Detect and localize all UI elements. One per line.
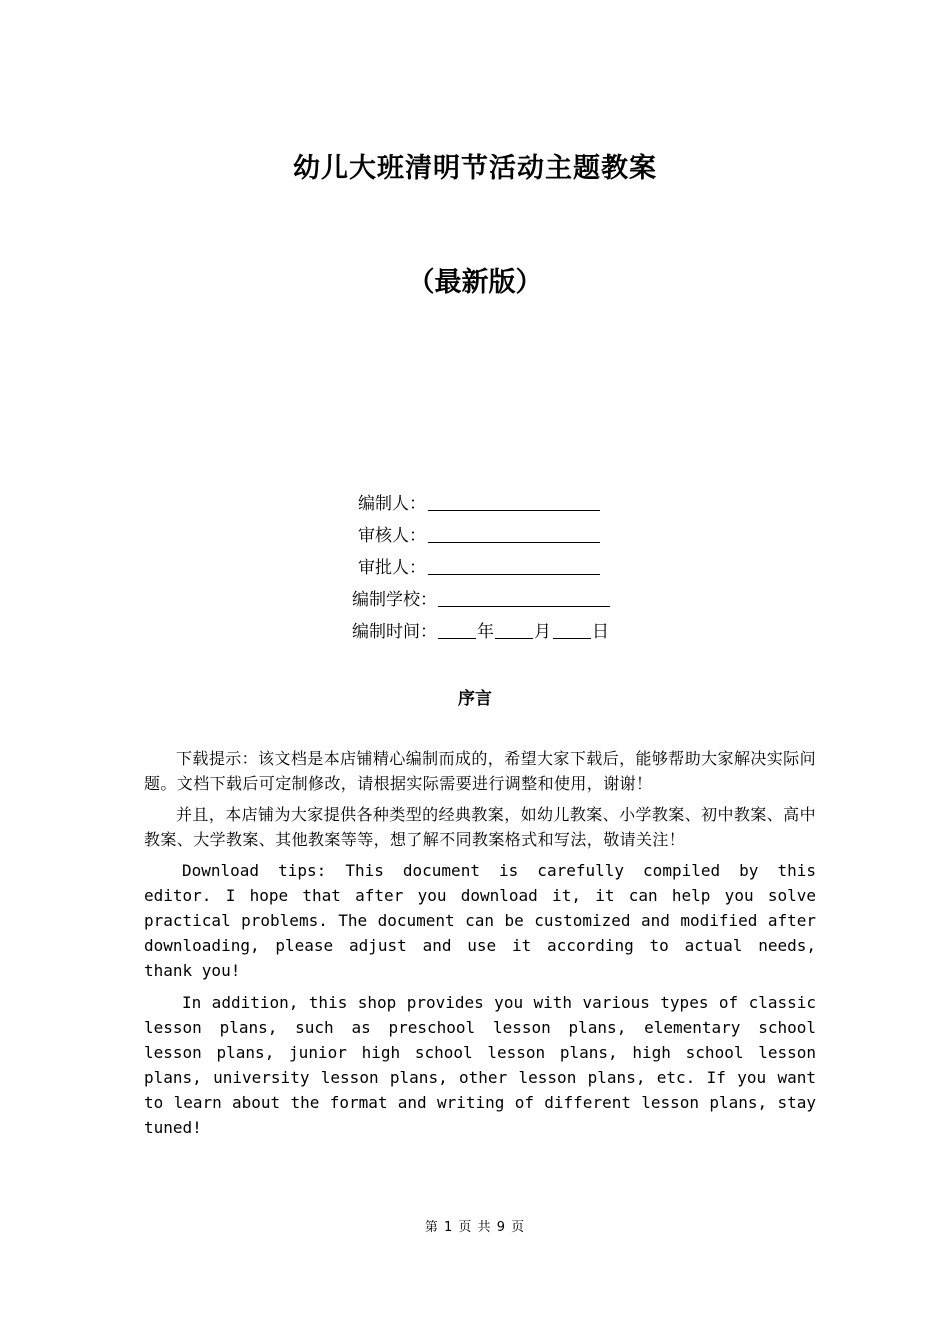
preface-paragraph-3: Download tips: This document is carefully compiled by this editor. I hope that after you download it, it can help you solve practical problems. The document can be customized and modified after downloading, please adjust and use it according to actual needs, thank you! [144, 861, 816, 980]
month-field[interactable] [495, 638, 533, 639]
preface-paragraph-4: In addition, this shop provides you with various types of classic lesson plans, such as preschool lesson plans, elementary school lesson plans, junior high school lesson plans, high school lesson plans, university lesson plans, other lesson plans, etc. If you want to learn about the format and writing of different lesson plans, stay tuned! [144, 993, 816, 1137]
year-label: 年 [477, 622, 494, 642]
year-field[interactable] [438, 638, 476, 639]
day-field[interactable] [553, 638, 591, 639]
reviewer-field[interactable] [428, 542, 600, 543]
preface-paragraph-2: 并且，本店铺为大家提供各种类型的经典教案，如幼儿教案、小学教案、初中教案、高中教案、大学教案、其他教案等等，想了解不同教案格式和写法，敬请关注！ [144, 805, 816, 849]
preface-heading: 序言 [458, 689, 492, 709]
school-label: 编制学校： [352, 590, 437, 610]
approver-label: 审批人： [358, 558, 426, 578]
approver-row [0, 552, 950, 584]
school-field[interactable] [438, 606, 610, 607]
time-label: 编制时间： [352, 622, 437, 642]
editor-row [0, 488, 950, 520]
editor-label: 编制人： [358, 494, 426, 514]
approver-field[interactable] [428, 574, 600, 575]
preface-body [144, 746, 816, 1147]
school-row [0, 584, 950, 616]
page-number: 第 1 页 共 9 页 [424, 1220, 526, 1235]
day-label: 日 [592, 622, 609, 642]
document-subtitle: （最新版） [407, 267, 543, 298]
month-label: 月 [534, 622, 551, 642]
time-row [0, 616, 950, 648]
editor-field[interactable] [428, 510, 600, 511]
reviewer-row [0, 520, 950, 552]
reviewer-label: 审核人： [358, 526, 426, 546]
preface-paragraph-1: 下载提示：该文档是本店铺精心编制而成的，希望大家下载后，能够帮助大家解决实际问题。文档下载后可定制修改，请根据实际需要进行调整和使用，谢谢！ [144, 749, 816, 793]
document-title: 幼儿大班清明节活动主题教案 [293, 153, 657, 184]
info-block [0, 488, 950, 648]
